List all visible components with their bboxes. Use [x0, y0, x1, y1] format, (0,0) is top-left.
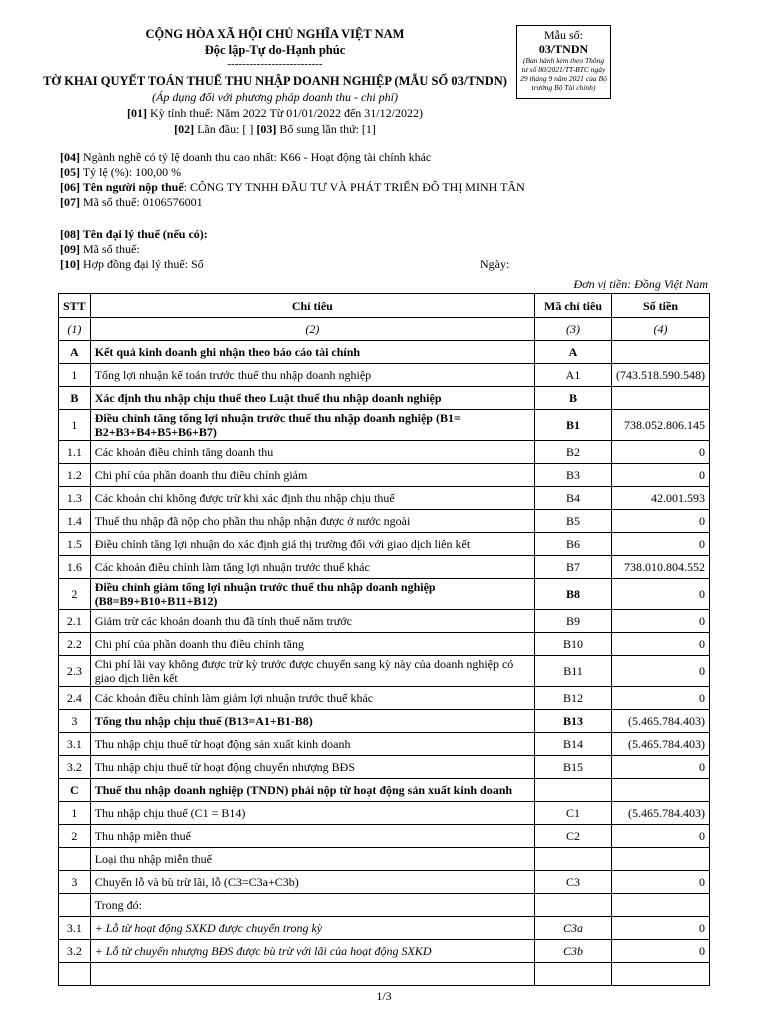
col-stt-header: STT [59, 294, 91, 318]
table-index-row [59, 318, 710, 341]
table-row [59, 656, 710, 687]
row-amount: 42.001.593 [612, 487, 710, 510]
row-stt: 3.1 [59, 733, 91, 756]
table-row [59, 410, 710, 441]
row-stt: 1.3 [59, 487, 91, 510]
col-name-header: Chỉ tiêu [90, 294, 534, 318]
motto: Độc lập-Tự do-Hạnh phúc [204, 43, 346, 57]
row-amount [612, 894, 710, 917]
form-subtitle: (Áp dụng đối với phương pháp doanh thu - chi phí) [152, 90, 398, 104]
row-name: Thu nhập chịu thuế từ hoạt động sản xuất kinh doanh [90, 733, 534, 756]
row-amount [612, 848, 710, 871]
row-code [535, 894, 612, 917]
table-header-row [59, 294, 710, 318]
field-04-code: [04] [60, 150, 80, 164]
row-amount: 738.010.804.552 [612, 556, 710, 579]
document-header [40, 26, 510, 137]
row-name: Tổng lợi nhuận kế toán trước thuế thu nhập doanh nghiệp [90, 364, 534, 387]
row-name: Thuế thu nhập doanh nghiệp (TNDN) phải nộp từ hoạt động sản xuất kinh doanh [90, 779, 534, 802]
row-name: Chi phí của phần doanh thu điều chỉnh tăng [90, 633, 534, 656]
row-code: B4 [535, 487, 612, 510]
field-06-code: [06] Tên người nộp thuế [60, 180, 184, 194]
row-name: Các khoản điều chỉnh tăng doanh thu [90, 441, 534, 464]
row-stt: 1.1 [59, 441, 91, 464]
table-row [59, 940, 710, 963]
row-code: B11 [535, 656, 612, 687]
row-name: Các khoản chi không được trừ khi xác định thu nhập chịu thuế [90, 487, 534, 510]
col-amount-header: Số tiền [612, 294, 710, 318]
table-row [59, 441, 710, 464]
row-stt: 2 [59, 579, 91, 610]
field-06 [60, 180, 720, 195]
agent-info [60, 227, 720, 272]
row-name: Giảm trừ các khoản doanh thu đã tính thuế năm trước [90, 610, 534, 633]
row-code: B5 [535, 510, 612, 533]
row-name: Kết quả kinh doanh ghi nhận theo báo cáo tài chính [90, 341, 534, 364]
row-stt: 3.1 [59, 917, 91, 940]
row-name: Xác định thu nhập chịu thuế theo Luật thuế thu nhập doanh nghiệp [90, 387, 534, 410]
form-number-code: 03/TNDN [538, 42, 589, 56]
row-name: + Lỗ từ hoạt động SXKD được chuyển trong kỳ [90, 917, 534, 940]
row-stt: B [59, 387, 91, 410]
table-row [59, 341, 710, 364]
row-name: Điều chỉnh giảm tổng lợi nhuận trước thuế thu nhập doanh nghiệp (B8=B9+B10+B11+B12) [90, 579, 534, 610]
tax-period-text: Kỳ tính thuế: Năm 2022 Từ 01/01/2022 đến 31/12/2022) [147, 106, 423, 120]
row-stt: C [59, 779, 91, 802]
table-row [59, 917, 710, 940]
form-number-box [516, 25, 611, 99]
row-amount: 0 [612, 756, 710, 779]
field-10-code: [10] [60, 257, 80, 271]
form-number-label: Mẫu số: [544, 28, 583, 42]
row-code: B2 [535, 441, 612, 464]
row-code: B9 [535, 610, 612, 633]
row-name: Điều chỉnh tăng lợi nhuận do xác định giá thị trường đối với giao dịch liên kết [90, 533, 534, 556]
field-10-text: Hợp đồng đại lý thuế: Số [80, 257, 204, 271]
row-code: B1 [535, 410, 612, 441]
row-stt: 1.2 [59, 464, 91, 487]
row-name: Thu nhập miễn thuế [90, 825, 534, 848]
row-code [535, 963, 612, 986]
row-amount [612, 387, 710, 410]
row-stt [59, 963, 91, 986]
row-amount: (5.465.784.403) [612, 733, 710, 756]
field-05-code: [05] [60, 165, 80, 179]
first-time-code: [02] [174, 122, 195, 136]
row-stt: 3.2 [59, 940, 91, 963]
row-amount [612, 963, 710, 986]
row-stt: 2.4 [59, 687, 91, 710]
row-name [90, 963, 534, 986]
table-row [59, 579, 710, 610]
field-06-text: : CÔNG TY TNHH ĐẦU TƯ VÀ PHÁT TRIỂN ĐÔ THỊ MINH TÂN [183, 180, 525, 194]
row-stt: 1.6 [59, 556, 91, 579]
field-04-text: Ngành nghề có tỷ lệ doanh thu cao nhất: K66 - Hoạt động tài chính khác [80, 150, 432, 164]
row-amount: 0 [612, 917, 710, 940]
row-amount: 0 [612, 940, 710, 963]
index-cell: (3) [535, 318, 612, 341]
row-stt: A [59, 341, 91, 364]
row-amount: (743.518.590.548) [612, 364, 710, 387]
field-10-date: Ngày: [480, 257, 510, 271]
row-stt: 3.2 [59, 756, 91, 779]
row-name: Các khoản điều chỉnh làm giảm lợi nhuận trước thuế khác [90, 687, 534, 710]
row-code: B12 [535, 687, 612, 710]
row-code: C1 [535, 802, 612, 825]
row-name: Chuyển lỗ và bù trừ lãi, lỗ (C3=C3a+C3b) [90, 871, 534, 894]
row-code: B6 [535, 533, 612, 556]
row-code [535, 779, 612, 802]
row-amount: 0 [612, 871, 710, 894]
supplement-code: [03] [256, 122, 277, 136]
row-amount: 0 [612, 687, 710, 710]
field-05-text: Tỷ lệ (%): 100,00 % [80, 165, 182, 179]
currency-unit: Đơn vị tiền: Đồng Việt Nam [573, 277, 708, 291]
field-05 [60, 165, 720, 180]
index-cell: (4) [612, 318, 710, 341]
row-code: B8 [535, 579, 612, 610]
row-stt: 1.5 [59, 533, 91, 556]
divider-dashes: -------------------------- [227, 58, 323, 70]
row-stt: 2.1 [59, 610, 91, 633]
tax-period-line [40, 105, 510, 121]
form-title: TỜ KHAI QUYẾT TOÁN THUẾ THU NHẬP DOANH NGHIỆP (MẪU SỐ 03/TNDN) [43, 74, 507, 88]
row-amount: 0 [612, 825, 710, 848]
row-amount: 0 [612, 510, 710, 533]
table-row [59, 556, 710, 579]
table-row [59, 802, 710, 825]
table-row [59, 687, 710, 710]
table-row [59, 963, 710, 986]
taxpayer-info [60, 150, 720, 210]
row-amount: 0 [612, 579, 710, 610]
field-08 [60, 227, 720, 242]
row-code: B3 [535, 464, 612, 487]
supplement-text: Bổ sung lần thứ: [1] [276, 122, 376, 136]
page-number: 1/3 [376, 989, 392, 1003]
table-row [59, 710, 710, 733]
row-code: C3b [535, 940, 612, 963]
table-row [59, 756, 710, 779]
col-code-header: Mã chỉ tiêu [535, 294, 612, 318]
tax-table [58, 293, 710, 986]
row-name: Loại thu nhập miễn thuế [90, 848, 534, 871]
tax-period-code: [01] [127, 106, 148, 120]
row-stt: 1 [59, 410, 91, 441]
row-stt: 2 [59, 825, 91, 848]
row-amount [612, 779, 710, 802]
field-09 [60, 242, 720, 257]
table-row [59, 487, 710, 510]
field-10 [60, 257, 720, 272]
row-code: B7 [535, 556, 612, 579]
row-stt: 1 [59, 364, 91, 387]
table-row [59, 871, 710, 894]
table-row [59, 510, 710, 533]
row-stt: 1.4 [59, 510, 91, 533]
row-name: Các khoản điều chỉnh làm tăng lợi nhuận trước thuế khác [90, 556, 534, 579]
row-stt [59, 894, 91, 917]
index-cell: (1) [59, 318, 91, 341]
row-code [535, 848, 612, 871]
index-cell: (2) [90, 318, 534, 341]
row-name: Trong đó: [90, 894, 534, 917]
table-row [59, 387, 710, 410]
table-row [59, 779, 710, 802]
row-amount: 0 [612, 656, 710, 687]
row-stt: 1 [59, 802, 91, 825]
table-row [59, 364, 710, 387]
row-stt [59, 848, 91, 871]
field-04 [60, 150, 720, 165]
row-name: Thuế thu nhập đã nộp cho phần thu nhập nhận được ở nước ngoài [90, 510, 534, 533]
row-code: A [535, 341, 612, 364]
table-row [59, 464, 710, 487]
row-amount: 0 [612, 441, 710, 464]
table-row [59, 733, 710, 756]
row-amount: 0 [612, 464, 710, 487]
row-amount: (5.465.784.403) [612, 802, 710, 825]
table-row [59, 825, 710, 848]
table-row [59, 848, 710, 871]
row-stt: 2.2 [59, 633, 91, 656]
table-body [59, 341, 710, 986]
row-name: Chi phí lãi vay không được trừ kỳ trước được chuyển sang kỳ này của doanh nghiệp có giao dịch liên kết [90, 656, 534, 687]
row-amount: 0 [612, 610, 710, 633]
row-name: Điều chỉnh tăng tổng lợi nhuận trước thuế thu nhập doanh nghiệp (B1= B2+B3+B4+B5+B6+B7) [90, 410, 534, 441]
row-name: Thu nhập chịu thuế từ hoạt động chuyển nhượng BĐS [90, 756, 534, 779]
row-stt: 2.3 [59, 656, 91, 687]
row-amount: 0 [612, 533, 710, 556]
table-row [59, 610, 710, 633]
row-amount [612, 341, 710, 364]
first-time-text: Lần đầu: [ ] [194, 122, 257, 136]
field-07-code: [07] [60, 195, 80, 209]
row-name: Thu nhập chịu thuế (C1 = B14) [90, 802, 534, 825]
row-code: B [535, 387, 612, 410]
row-stt: 3 [59, 871, 91, 894]
row-name: + Lỗ từ chuyển nhượng BĐS được bù trừ với lãi của hoạt động SXKD [90, 940, 534, 963]
form-number-note: (Ban hành kèm theo Thông tư số 80/2021/TT-BTC ngày 29 tháng 9 năm 2021 của Bộ trưởng Bộ Tài chính) [520, 56, 607, 92]
nation-title: CỘNG HÒA XÃ HỘI CHỦ NGHĨA VIỆT NAM [145, 27, 405, 41]
row-code: B13 [535, 710, 612, 733]
submission-line [40, 121, 510, 137]
field-09-code: [09] [60, 242, 80, 256]
field-09-text: Mã số thuế: [80, 242, 140, 256]
row-amount: 738.052.806.145 [612, 410, 710, 441]
row-stt: 3 [59, 710, 91, 733]
table-row [59, 894, 710, 917]
field-08-code: [08] Tên đại lý thuế (nếu có): [60, 227, 208, 241]
row-amount: (5.465.784.403) [612, 710, 710, 733]
row-code: C2 [535, 825, 612, 848]
field-07-text: Mã số thuế: 0106576001 [80, 195, 203, 209]
row-code: B10 [535, 633, 612, 656]
table-row [59, 533, 710, 556]
row-code: B14 [535, 733, 612, 756]
row-name: Tổng thu nhập chịu thuế (B13=A1+B1-B8) [90, 710, 534, 733]
field-07 [60, 195, 720, 210]
form-number [519, 28, 608, 56]
row-code: B15 [535, 756, 612, 779]
table-row [59, 633, 710, 656]
row-code: C3a [535, 917, 612, 940]
row-code: C3 [535, 871, 612, 894]
row-amount: 0 [612, 633, 710, 656]
row-name: Chi phí của phần doanh thu điều chỉnh giảm [90, 464, 534, 487]
row-code: A1 [535, 364, 612, 387]
